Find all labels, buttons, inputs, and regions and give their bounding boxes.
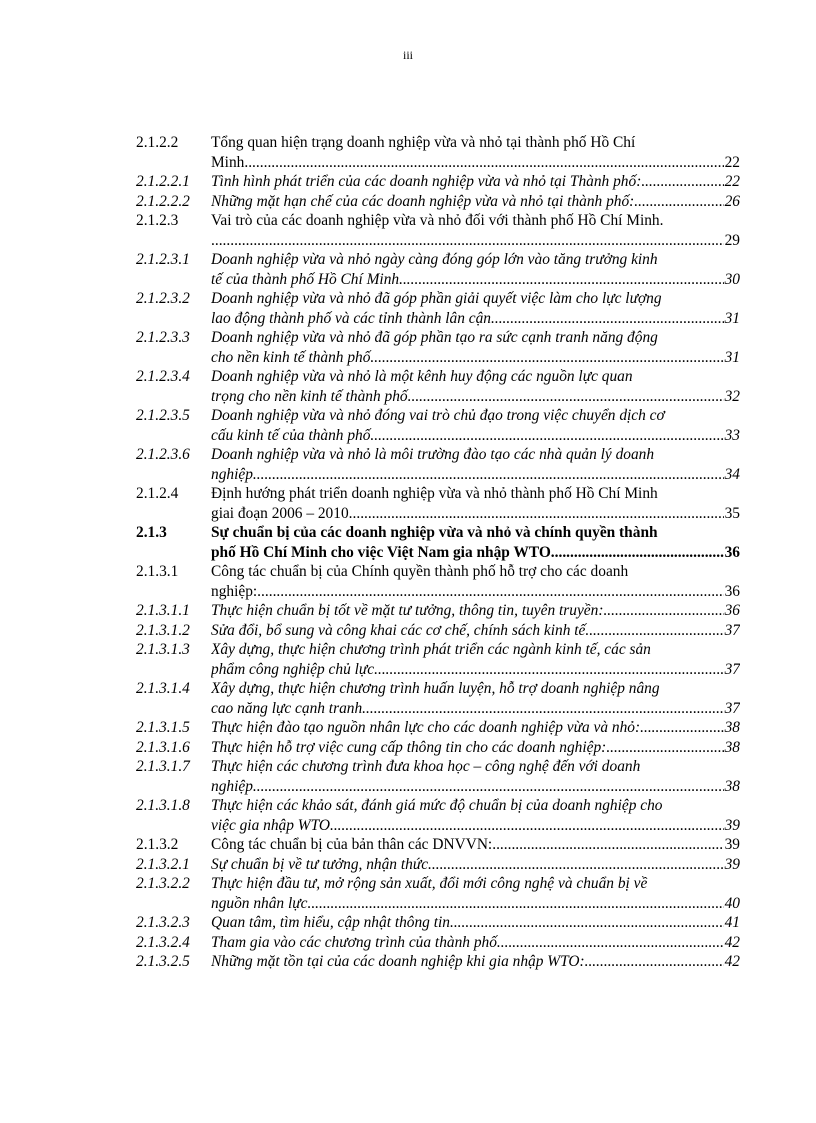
toc-entry[interactable] bbox=[136, 211, 740, 250]
toc-entry-page-number: 38 bbox=[724, 719, 740, 736]
toc-entry-body bbox=[211, 913, 740, 933]
toc-entry-leader-line bbox=[211, 504, 740, 524]
toc-entry-title-tail: Thực hiện chuẩn bị tốt về mặt tư tưởng, thông tin, tuyên truyền: bbox=[211, 602, 604, 619]
toc-entry-body bbox=[211, 211, 740, 250]
toc-dot-leader bbox=[374, 426, 723, 446]
toc-entry-body bbox=[211, 133, 740, 172]
toc-entry-title-tail: phẩm công nghiệp chủ lực. bbox=[211, 660, 378, 678]
toc-entry-leader-line bbox=[211, 387, 740, 407]
toc-entry-title-line: Xây dựng, thực hiện chương trình phát triển các ngành kinh tế, các sản bbox=[211, 641, 651, 658]
toc-entry-title-tail: tế của thành phố Hồ Chí Minh. bbox=[211, 270, 403, 288]
toc-dot-leader bbox=[257, 465, 724, 485]
toc-entry-number: 2.1.2.3 bbox=[136, 212, 179, 229]
toc-entry-title-line: Doanh nghiệp vừa và nhỏ là môi trường đào tạo các nhà quản lý doanh bbox=[211, 446, 655, 463]
toc-entry-leader-line bbox=[211, 543, 740, 563]
toc-entry[interactable] bbox=[136, 562, 740, 601]
toc-entry-leader-line bbox=[211, 933, 740, 953]
toc-dot-leader bbox=[334, 816, 724, 836]
toc-entry-title-tail: Quan tâm, tìm hiểu, cập nhật thông tin. bbox=[211, 914, 454, 931]
toc-entry-body bbox=[211, 172, 740, 192]
toc-entry[interactable] bbox=[136, 601, 740, 621]
toc-entry[interactable] bbox=[136, 406, 740, 445]
toc-entry[interactable] bbox=[136, 913, 740, 933]
toc-entry-page-number: 37 bbox=[724, 621, 740, 639]
toc-entry-page-number: 42 bbox=[724, 933, 740, 951]
toc-entry-number: 2.1.3.2.5 bbox=[136, 953, 190, 970]
toc-entry-title-line: Doanh nghiệp vừa và nhỏ đóng vai trò chủ đạo trong việc chuyển dịch cơ bbox=[211, 407, 665, 424]
toc-entry-number: 2.1.2.2.2 bbox=[136, 192, 190, 210]
toc-entry[interactable] bbox=[136, 796, 740, 835]
toc-entry-number: 2.1.2.3.2 bbox=[136, 290, 190, 307]
toc-entry-title-line: Thực hiện các chương trình đưa khoa học – công nghệ đến với doanh bbox=[211, 758, 641, 775]
toc-entry-number: 2.1.3.2.1 bbox=[136, 855, 190, 873]
toc-dot-leader bbox=[589, 621, 723, 641]
toc-entry-leader-line bbox=[211, 835, 740, 855]
toc-entry[interactable] bbox=[136, 367, 740, 406]
toc-entry-leader-line bbox=[211, 309, 740, 329]
toc-entry[interactable] bbox=[136, 952, 740, 972]
toc-entry-leader-line bbox=[211, 952, 740, 972]
toc-entry-leader-line bbox=[211, 270, 740, 290]
toc-entry-leader-line bbox=[211, 718, 740, 738]
toc-entry-body bbox=[211, 523, 740, 562]
toc-entry-number: 2.1.3.1 bbox=[136, 563, 179, 580]
toc-dot-leader bbox=[555, 543, 724, 563]
toc-entry-number: 2.1.3.2.2 bbox=[136, 875, 190, 892]
toc-entry-page-number: 39 bbox=[724, 855, 740, 873]
toc-dot-leader bbox=[362, 699, 723, 719]
toc-entry-page-number: 33 bbox=[724, 426, 740, 444]
toc-dot-leader bbox=[411, 387, 723, 407]
toc-entry-leader-line bbox=[211, 660, 740, 680]
toc-entry-title-line: Thực hiện các khảo sát, đánh giá mức độ chuẩn bị của doanh nghiệp cho bbox=[211, 797, 663, 814]
toc-entry-body bbox=[211, 562, 740, 601]
toc-entry[interactable] bbox=[136, 523, 740, 562]
toc-entry-number: 2.1.2.3.6 bbox=[136, 446, 190, 463]
toc-entry-number: 2.1.3.1.6 bbox=[136, 738, 190, 756]
toc-entry-page-number: 32 bbox=[724, 387, 740, 405]
toc-entry-title-line: Định hướng phát triển doanh nghiệp vừa và nhỏ thành phố Hồ Chí Minh bbox=[211, 485, 658, 502]
toc-entry-title-tail: Những mặt tồn tại của các doanh nghiệp khi gia nhập WTO: bbox=[211, 953, 585, 970]
toc-entry-number: 2.1.2.3.5 bbox=[136, 407, 190, 424]
toc-entry-title-tail: Những mặt hạn chế của các doanh nghiệp vừa và nhỏ tại thành phố: bbox=[211, 192, 635, 210]
toc-entry-title-line: Tổng quan hiện trạng doanh nghiệp vừa và nhỏ tại thành phố Hồ Chí bbox=[211, 134, 636, 151]
toc-entry-leader-line bbox=[211, 855, 740, 875]
toc-entry-title-tail: trọng cho nền kinh tế thành phố. bbox=[211, 387, 412, 405]
table-of-contents bbox=[136, 133, 740, 972]
toc-entry-title-tail: Công tác chuẩn bị của bản thân các DNVVN: bbox=[211, 836, 493, 853]
toc-entry-page-number: 38 bbox=[724, 738, 740, 756]
toc-entry-page-number: 40 bbox=[724, 894, 740, 912]
toc-entry-page-number: 35 bbox=[724, 504, 740, 522]
toc-entry-body bbox=[211, 289, 740, 328]
toc-entry-page-number: 41 bbox=[724, 914, 740, 931]
toc-entry-title-tail: nghiệp. bbox=[211, 777, 257, 795]
toc-entry-number: 2.1.3.1.3 bbox=[136, 641, 190, 658]
toc-dot-leader bbox=[248, 153, 723, 173]
toc-entry-page-number: 38 bbox=[724, 777, 740, 795]
toc-dot-leader bbox=[378, 660, 724, 680]
toc-entry-title-line: Doanh nghiệp vừa và nhỏ là một kênh huy động các nguồn lực quan bbox=[211, 368, 633, 385]
toc-entry-leader-line bbox=[211, 153, 740, 173]
toc-entry-leader-line bbox=[211, 231, 740, 251]
toc-entry[interactable] bbox=[136, 328, 740, 367]
toc-entry-number: 2.1.2.3.1 bbox=[136, 251, 190, 268]
toc-entry-title-line: Doanh nghiệp vừa và nhỏ đã góp phần giải quyết việc làm cho lực lượng bbox=[211, 290, 662, 307]
toc-entry-page-number: 34 bbox=[724, 465, 740, 483]
toc-entry-body bbox=[211, 484, 740, 523]
toc-entry-page-number: 31 bbox=[724, 309, 740, 327]
toc-entry-number: 2.1.3.1.8 bbox=[136, 797, 190, 814]
toc-entry-title-tail: Sự chuẩn bị về tư tưởng, nhận thức. bbox=[211, 855, 432, 873]
toc-entry-title-tail: cao năng lực cạnh tranh bbox=[211, 699, 363, 717]
toc-entry-leader-line bbox=[211, 192, 740, 212]
toc-entry[interactable] bbox=[136, 738, 740, 758]
toc-entry-title-line: Doanh nghiệp vừa và nhỏ đã góp phần tạo ra sức cạnh tranh năng động bbox=[211, 329, 658, 346]
toc-entry-leader-line bbox=[211, 777, 740, 797]
toc-entry[interactable] bbox=[136, 484, 740, 523]
toc-entry-page-number: 22 bbox=[724, 153, 740, 171]
toc-entry-title-line: Xây dựng, thực hiện chương trình huấn luyện, hỗ trợ doanh nghiệp nâng bbox=[211, 680, 660, 697]
toc-dot-leader bbox=[641, 172, 723, 192]
toc-entry-page-number: 29 bbox=[724, 231, 740, 249]
toc-entry-title-tail: lao động thành phố và các tỉnh thành lân cận. bbox=[211, 309, 495, 327]
toc-entry-leader-line bbox=[211, 621, 740, 641]
toc-entry-leader-line bbox=[211, 816, 740, 836]
toc-entry-page-number: 39 bbox=[724, 816, 740, 834]
toc-dot-leader bbox=[311, 894, 723, 914]
toc-entry-title-tail: Thực hiện đào tạo nguồn nhân lực cho các doanh nghiệp vừa và nhỏ: bbox=[211, 719, 641, 736]
toc-entry-leader-line bbox=[211, 465, 740, 485]
toc-entry[interactable] bbox=[136, 621, 740, 641]
toc-entry-number: 2.1.3.1.2 bbox=[136, 621, 190, 639]
toc-entry-title-tail: cho nền kinh tế thành phố. bbox=[211, 348, 375, 366]
toc-entry-body bbox=[211, 250, 740, 289]
toc-entry-page-number: 30 bbox=[724, 270, 740, 288]
toc-entry-number: 2.1.2.2.1 bbox=[136, 173, 190, 190]
toc-entry[interactable] bbox=[136, 835, 740, 855]
toc-entry-title-line: Sự chuẩn bị của các doanh nghiệp vừa và nhỏ và chính quyền thành bbox=[211, 524, 658, 541]
toc-entry[interactable] bbox=[136, 172, 740, 192]
toc-entry-body bbox=[211, 933, 740, 953]
toc-entry-leader-line bbox=[211, 738, 740, 758]
toc-entry[interactable] bbox=[136, 133, 740, 172]
page-number: iii bbox=[402, 48, 413, 62]
toc-dot-leader bbox=[603, 601, 723, 621]
toc-entry-number: 2.1.2.4 bbox=[136, 485, 179, 502]
toc-entry[interactable] bbox=[136, 640, 740, 679]
toc-dot-leader bbox=[403, 270, 724, 290]
toc-entry-page-number: 31 bbox=[724, 348, 740, 366]
toc-entry-number: 2.1.3.1.5 bbox=[136, 719, 190, 736]
toc-entry[interactable] bbox=[136, 250, 740, 289]
toc-entry[interactable] bbox=[136, 192, 740, 212]
toc-entry[interactable] bbox=[136, 855, 740, 875]
toc-dot-leader bbox=[606, 738, 723, 758]
toc-entry-number: 2.1.3.2.4 bbox=[136, 933, 190, 951]
toc-entry-body bbox=[211, 445, 740, 484]
toc-entry-body bbox=[211, 640, 740, 679]
toc-entry-page-number: 36 bbox=[724, 582, 740, 600]
toc-entry-page-number: 37 bbox=[724, 699, 740, 717]
toc-entry-body bbox=[211, 406, 740, 445]
toc-entry-title-line: Doanh nghiệp vừa và nhỏ ngày càng đóng góp lớn vào tăng trưởng kinh bbox=[211, 251, 658, 268]
toc-entry-title-tail: nghiệp. bbox=[211, 465, 257, 483]
toc-entry-number: 2.1.3 bbox=[136, 524, 167, 541]
toc-dot-leader bbox=[640, 718, 723, 738]
toc-entry[interactable] bbox=[136, 757, 740, 796]
toc-entry-body bbox=[211, 738, 740, 758]
toc-entry-title-tail: phố Hồ Chí Minh cho việc Việt Nam gia nhập WTO. bbox=[211, 543, 555, 561]
toc-entry[interactable] bbox=[136, 445, 740, 484]
toc-entry-title-tail: giai đoạn 2006 – 2010. bbox=[211, 504, 353, 522]
toc-entry-body bbox=[211, 757, 740, 796]
toc-entry-leader-line bbox=[211, 894, 740, 914]
toc-entry[interactable] bbox=[136, 874, 740, 913]
toc-dot-leader bbox=[353, 504, 724, 524]
toc-entry-page-number: 37 bbox=[724, 660, 740, 678]
toc-entry-title-tail: việc gia nhập WTO. bbox=[211, 816, 334, 834]
toc-dot-leader bbox=[634, 192, 723, 212]
toc-entry-body bbox=[211, 718, 740, 738]
toc-entry-body bbox=[211, 367, 740, 406]
toc-entry-body bbox=[211, 601, 740, 621]
toc-entry-number: 2.1.2.2 bbox=[136, 134, 179, 151]
toc-entry-page-number: 36 bbox=[724, 543, 740, 561]
toc-entry-body bbox=[211, 328, 740, 367]
toc-entry-number: 2.1.2.3.4 bbox=[136, 368, 190, 385]
toc-entry-body bbox=[211, 796, 740, 835]
toc-entry-title-tail: Tình hình phát triển của các doanh nghiệp vừa và nhỏ tại Thành phố: bbox=[211, 173, 642, 190]
toc-entry-number: 2.1.2.3.3 bbox=[136, 329, 190, 346]
toc-entry-body bbox=[211, 835, 740, 855]
toc-dot-leader bbox=[257, 777, 724, 797]
toc-entry[interactable] bbox=[136, 289, 740, 328]
toc-dot-leader bbox=[454, 913, 724, 933]
toc-entry-title-tail: Tham gia vào các chương trình của thành phố. bbox=[211, 933, 501, 951]
toc-entry-page-number: 22 bbox=[724, 173, 740, 190]
toc-entry-leader-line bbox=[211, 172, 740, 192]
toc-entry-page-number: 36 bbox=[724, 602, 740, 619]
toc-entry-title-tail: nguồn nhân lực. bbox=[211, 894, 312, 912]
toc-entry-title-line: Công tác chuẩn bị của Chính quyền thành phố hỗ trợ cho các doanh bbox=[211, 563, 629, 580]
toc-entry[interactable] bbox=[136, 679, 740, 718]
toc-entry[interactable] bbox=[136, 718, 740, 738]
toc-entry-body bbox=[211, 874, 740, 913]
toc-dot-leader bbox=[501, 933, 724, 953]
toc-entry-page-number: 39 bbox=[724, 836, 740, 853]
toc-entry-number: 2.1.3.1.4 bbox=[136, 680, 190, 697]
toc-entry-title-tail: Minh. bbox=[211, 153, 249, 171]
toc-entry-leader-line bbox=[211, 699, 740, 719]
toc-entry-title-tail: nghiệp: bbox=[211, 582, 258, 600]
toc-entry-title-tail: Sửa đổi, bổ sung và công khai các cơ chế, chính sách kinh tế. bbox=[211, 621, 590, 639]
toc-entry-page-number: 42 bbox=[724, 953, 740, 970]
toc-entry[interactable] bbox=[136, 933, 740, 953]
toc-entry-leader-line bbox=[211, 426, 740, 446]
toc-dot-leader bbox=[432, 855, 724, 875]
toc-dot-leader bbox=[211, 231, 724, 251]
toc-entry-number: 2.1.3.2 bbox=[136, 836, 179, 853]
toc-entry-title-tail: Thực hiện hỗ trợ việc cung cấp thông tin cho các doanh nghiệp: bbox=[211, 738, 607, 756]
toc-entry-leader-line bbox=[211, 601, 740, 621]
toc-dot-leader bbox=[374, 348, 723, 368]
toc-entry-number: 2.1.3.2.3 bbox=[136, 914, 190, 931]
toc-entry-number: 2.1.3.1.1 bbox=[136, 602, 190, 619]
toc-entry-body bbox=[211, 621, 740, 641]
toc-entry-number: 2.1.3.1.7 bbox=[136, 758, 190, 775]
toc-entry-body bbox=[211, 679, 740, 718]
toc-dot-leader bbox=[492, 835, 723, 855]
toc-entry-body bbox=[211, 952, 740, 972]
toc-dot-leader bbox=[585, 952, 724, 972]
toc-entry-title-line: Vai trò của các doanh nghiệp vừa và nhỏ đối với thành phố Hồ Chí Minh. bbox=[211, 212, 664, 229]
toc-dot-leader bbox=[257, 582, 723, 602]
toc-entry-leader-line bbox=[211, 913, 740, 933]
toc-dot-leader bbox=[495, 309, 724, 329]
toc-entry-title-line: Thực hiện đầu tư, mở rộng sản xuất, đổi mới công nghệ và chuẩn bị về bbox=[211, 875, 648, 892]
toc-entry-leader-line bbox=[211, 582, 740, 602]
toc-entry-page-number: 26 bbox=[724, 192, 740, 210]
toc-entry-title-tail: cấu kinh tế của thành phố. bbox=[211, 426, 375, 444]
toc-entry-body bbox=[211, 192, 740, 212]
toc-entry-body bbox=[211, 855, 740, 875]
toc-entry-leader-line bbox=[211, 348, 740, 368]
